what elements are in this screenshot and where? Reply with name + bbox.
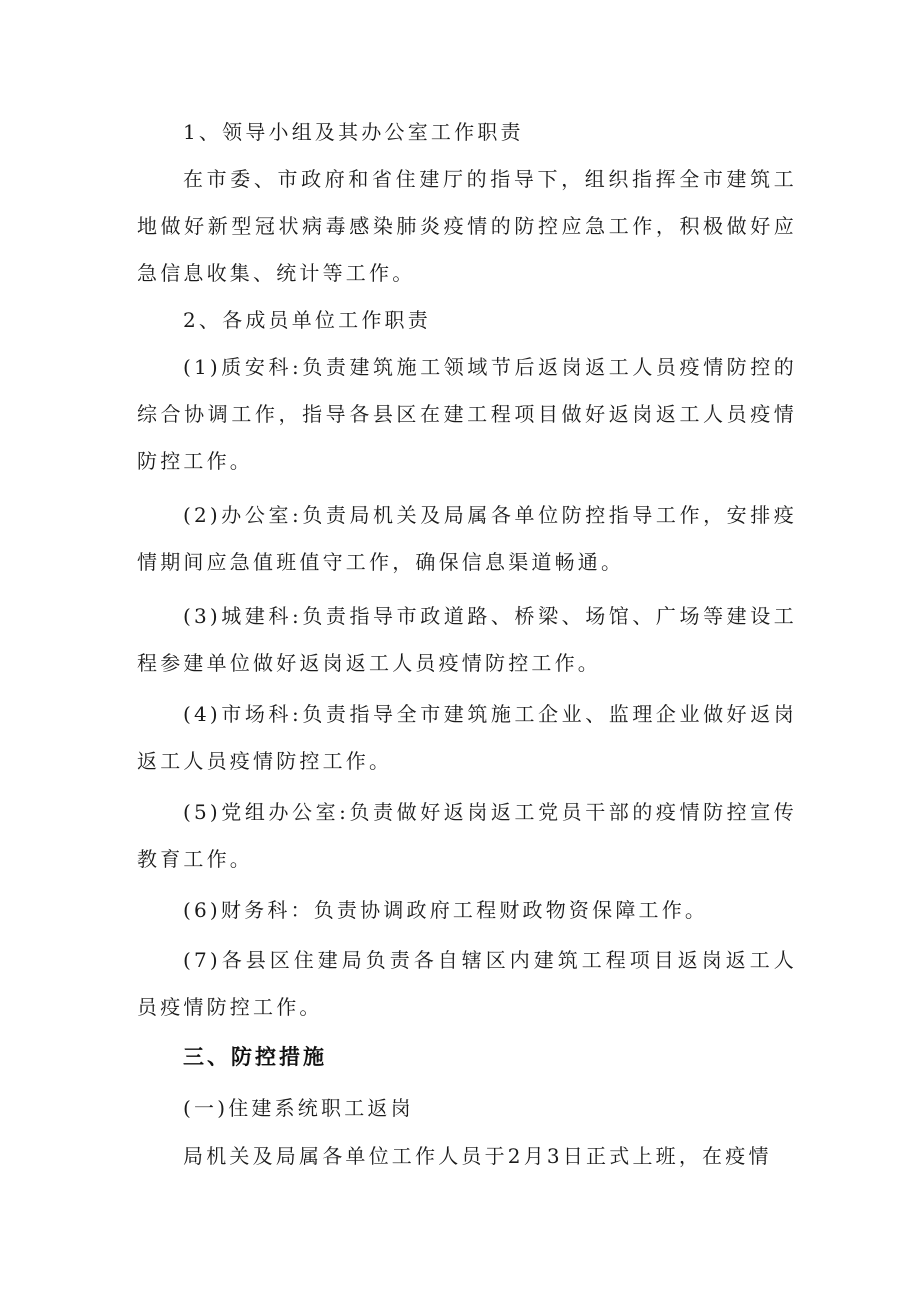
section-heading-prevention-measures: 三、防控措施: [183, 1045, 327, 1069]
paragraph-leadership-duties: 在市委、市政府和省住建厅的指导下，组织指挥全市建筑工地做好新型冠状病毒感染肺炎疫情的防控应急工作，积极做好应急信息收集、统计等工作。: [137, 167, 797, 285]
paragraph-urban-construction: (3)城建科:负责指导市政道路、桥梁、场馆、广场等建设工程参建单位做好返岗返工人员疫情防控工作。: [137, 604, 797, 675]
section-title-leadership-duties: 1、领导小组及其办公室工作职责: [183, 120, 524, 144]
paragraph-staff-return: 局机关及局属各单位工作人员于2月3日正式上班，在疫情: [183, 1144, 772, 1168]
paragraph-quality-safety: (1)质安科:负责建筑施工领域节后返岗返工人员疫情防控的综合协调工作，指导各县区在建工程项目做好返岗返工人员疫情防控工作。: [137, 355, 797, 473]
paragraph-market: (4)市场科:负责指导全市建筑施工企业、监理企业做好返岗返工人员疫情防控工作。: [137, 702, 797, 773]
subheading-staff-return: (一)住建系统职工返岗: [183, 1096, 414, 1120]
paragraph-party-office: (5)党组办公室:负责做好返岗返工党员干部的疫情防控宣传教育工作。: [137, 800, 797, 871]
paragraph-office: (2)办公室:负责局机关及局属各单位防控指导工作，安排疫情期间应急值班值守工作，确保信息渠道畅通。: [137, 503, 797, 574]
paragraph-finance: (6)财务科：负责协调政府工程财政物资保障工作。: [183, 898, 709, 922]
paragraph-county-bureaus: (7)各县区住建局负责各自辖区内建筑工程项目返岗返工人员疫情防控工作。: [137, 948, 797, 1019]
section-title-member-duties: 2、各成员单位工作职责: [183, 308, 431, 332]
